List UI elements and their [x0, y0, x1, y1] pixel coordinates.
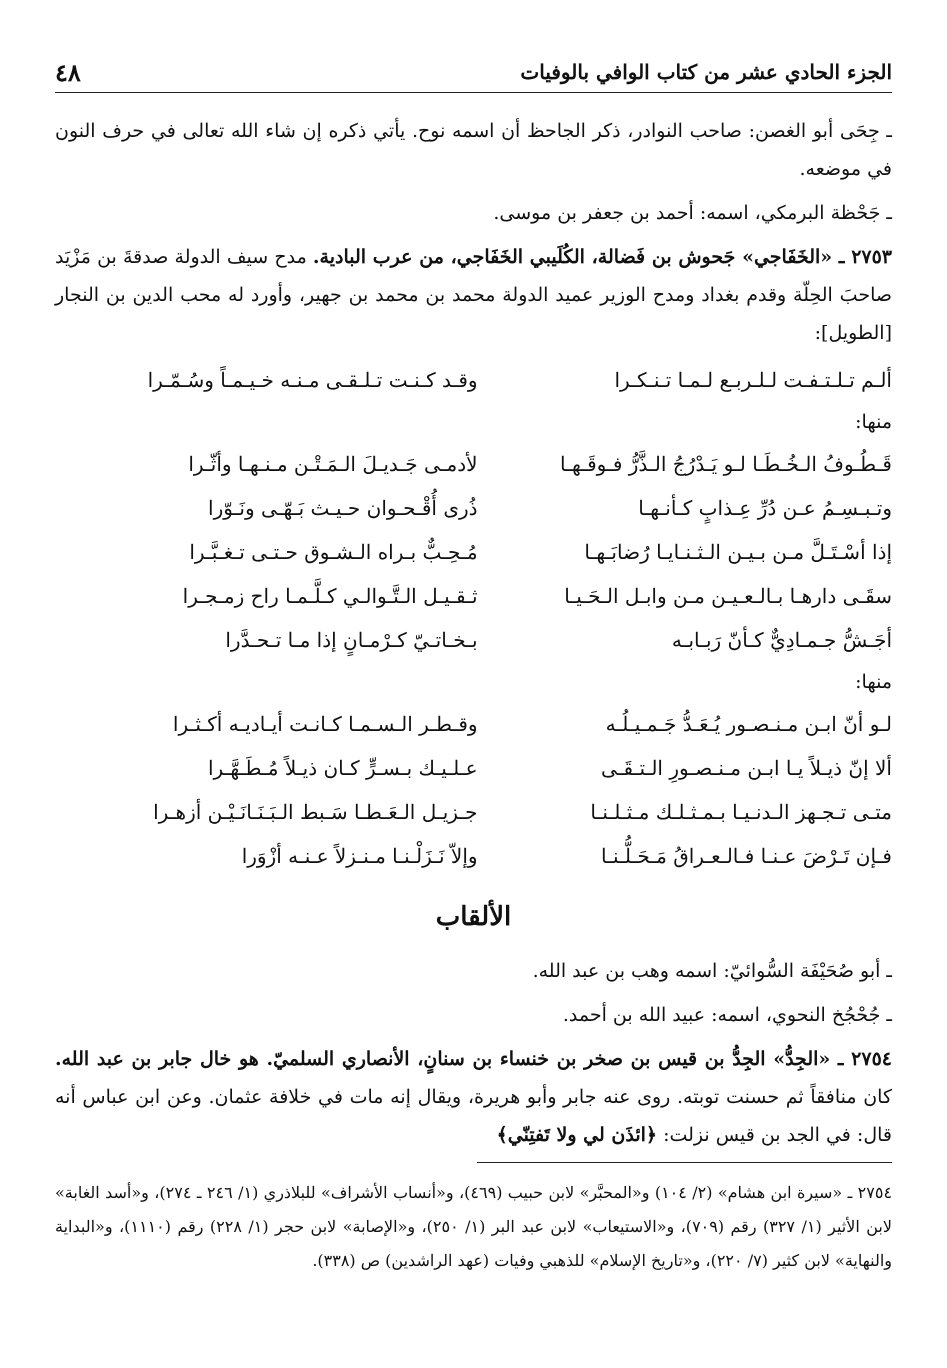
verse-first-hemistich: فـإن تَـرْضَ عـنـا فـالـعـراقُ مَـحَـلُّـنـا [601, 844, 892, 868]
verse-line [55, 834, 892, 878]
verse-line [55, 530, 892, 574]
verse-line [55, 790, 892, 834]
entry-2753-text: مدح سيف الدولة صدقةَ بن مَزْيَد صاحبَ الحِلّة وقدم بغداد ومدح الوزير عميد الدولة محمد بن محمد بن جهير، وأورد له محب الدين بن النجار [الطويل]: [55, 246, 892, 344]
verse-second-hemistich: لأدمـى جَـديـلَ الـمَـتْـن مـنـهـا وأثّـرا [188, 452, 478, 476]
verse-first-hemistich: متـى تـجـهز الـدنـيـا بـمـثـلـك مـثـلـنـا [590, 800, 892, 824]
minha-label: منها: [855, 671, 892, 693]
verse-second-hemistich: عـلـيـك بـسـرٍّ كـان ذيـلاً مُـطَـهَّـرا [207, 756, 478, 780]
verse-line [55, 486, 892, 530]
verse-first-hemistich: لـو أنّ ابـن مـنـصـور يُـعَـدُّ جَـمـيـلُـه [605, 712, 892, 736]
verse-second-hemistich: جـزيـل الـعَـطـا سَـبط الـبَـنَـانَـيْـن أزهـرا [153, 800, 478, 824]
verse-second-hemistich: وإلاّ نَـزَلْـنـا مـنـزلاً عـنـه أزْوَرا [241, 844, 478, 868]
running-header [55, 52, 892, 93]
verse-first-hemistich: إذا أسْـتَـلَّ مـن بـيـن الـثـنـايـا رُضابَـهـا [584, 540, 892, 564]
footnote-2754: ٢٧٥٤ ـ «سيرة ابن هشام» (٢/ ١٠٤) و«المحبَّر» لابن حبيب (٤٦٩)، و«أنساب الأشراف» للبلاذري (١/ ٢٤٦ ـ ٢٧٤)، و«أسد الغابة» لابن الأثير (١/ ٣٢٧) رقم (٧٠٩)، و«الاستيعاب» لابن عبد البر (١/ ٢٥٠)، و«الإصابة» لابن حجر (١/ ٢٢٨) رقم (١١١٠)، و«البداية والنهاية» لابن كثير (٧/ ٢٢٠)، و«تاريخ الإسلام» للذهبي وفيات (عهد الراشدين) ص (٣٣٨). [55, 1183, 893, 1270]
entry-jahza: ـ جَحْظة البرمكي، اسمه: أحمد بن جعفر بن موسى. [493, 202, 892, 224]
verse-first-hemistich: ألا إنّ ذيـلاً يـا ابـن مـنـصـورِ الـتـقَـى [600, 756, 892, 780]
verse-line [55, 574, 892, 618]
section-title-alqab: الألقاب [435, 902, 512, 932]
verse-first-hemistich: ألـم تـلـتـفـت لـلـربـع لـمـا تـنـكـرا [614, 368, 892, 392]
verse-first-hemistich: قَـطُـوفُ الـخُـطَـا لـو يَـدْرُجُ الـذَّرُّ فـوقَـهـا [560, 452, 892, 476]
verse-line [55, 702, 892, 746]
entry-2754-text: كان منافقاً ثم حسنت توبته. روى عنه جابر وأبو هريرة، ويقال إنه مات في خلافة عثمان. وعن ابن عباس أنه قال: في الجد بن قيس نزلت: [55, 1086, 892, 1146]
quran-quote: ﴿ائذَن لي ولا تَفتِنّي﴾ [496, 1124, 658, 1146]
verse-first-hemistich: سقَـى دارهـا بـالـعـيـن مـن وابـل الـحَـيـا [564, 584, 892, 608]
entry-2753 [55, 238, 892, 352]
entry-abu-suhayfa: ـ أبو صُحَيْفَة السُّوائيّ: اسمه وهب بن عبد الله. [532, 960, 892, 982]
verse-second-hemistich: وقـطـر الـسـمـا كـانـت أيـاديـه أكـثـرا [172, 712, 478, 736]
verse-first-hemistich: أجَـشُّ جـمـادِيٌّ كـأنّ رَبـابـه [671, 628, 892, 652]
verse-second-hemistich: مُـحِـبٌّ بـراه الـشـوق حـتـى تـغـبَّـرا [189, 540, 478, 564]
entry-2754 [55, 1040, 892, 1154]
footnote-separator [477, 1162, 892, 1163]
page-number: ٤٨ [55, 57, 81, 87]
minha-label: منها: [855, 411, 892, 433]
verse-line [55, 618, 892, 662]
verse-second-hemistich: بـخـاتـيّ كـرْمـانٍ إذا مـا تـحـدَّرا [225, 628, 478, 652]
verse-second-hemistich: وقـد كـنـت تـلـقـى مـنـه خـيـمـاً وسُـمّـرا [147, 368, 478, 392]
entry-2754-heading: ٢٧٥٤ ـ «الجِدُّ» الجِدُّ بن قيس بن صخر بن خنساء بن سنانٍ، الأنصاري السلميّ. هو خال جابر بن عبد الله. [55, 1048, 892, 1070]
entry-juha: ـ جِحَى أبو الغصن: صاحب النوادر، ذكر الجاحظ أن اسمه نوح. يأتي ذكره إن شاء الله تعالى في حرف النون في موضعه. [55, 120, 892, 180]
verse-line [55, 746, 892, 790]
entry-2753-heading: ٢٧٥٣ ـ «الخَفَاجي» جَحوش بن فَضالة، الكُلَيبي الخَفَاجي، من عرب البادية. [312, 246, 893, 268]
page-body [55, 112, 892, 1160]
header-title: الجزء الحادي عشر من كتاب الوافي بالوفيات [520, 60, 892, 84]
verse-second-hemistich: ذُرى أُقْـحـوان حـيـث بَـهّـى ونَـوّرا [208, 496, 478, 520]
verse-line [55, 442, 892, 486]
entry-juhjukh: ـ جُحْجُخ النحوي، اسمه: عبيد الله بن أحمد. [562, 1004, 892, 1026]
verse-line [55, 358, 892, 402]
verse-first-hemistich: وتـبـسِـمُ عـن دُرِّ عِـذابٍ كـأنـهـا [638, 496, 892, 520]
verse-second-hemistich: ثـقـيـل الـتَّـوالـي كـلَّـمـا راح زمـجـرا [182, 584, 478, 608]
